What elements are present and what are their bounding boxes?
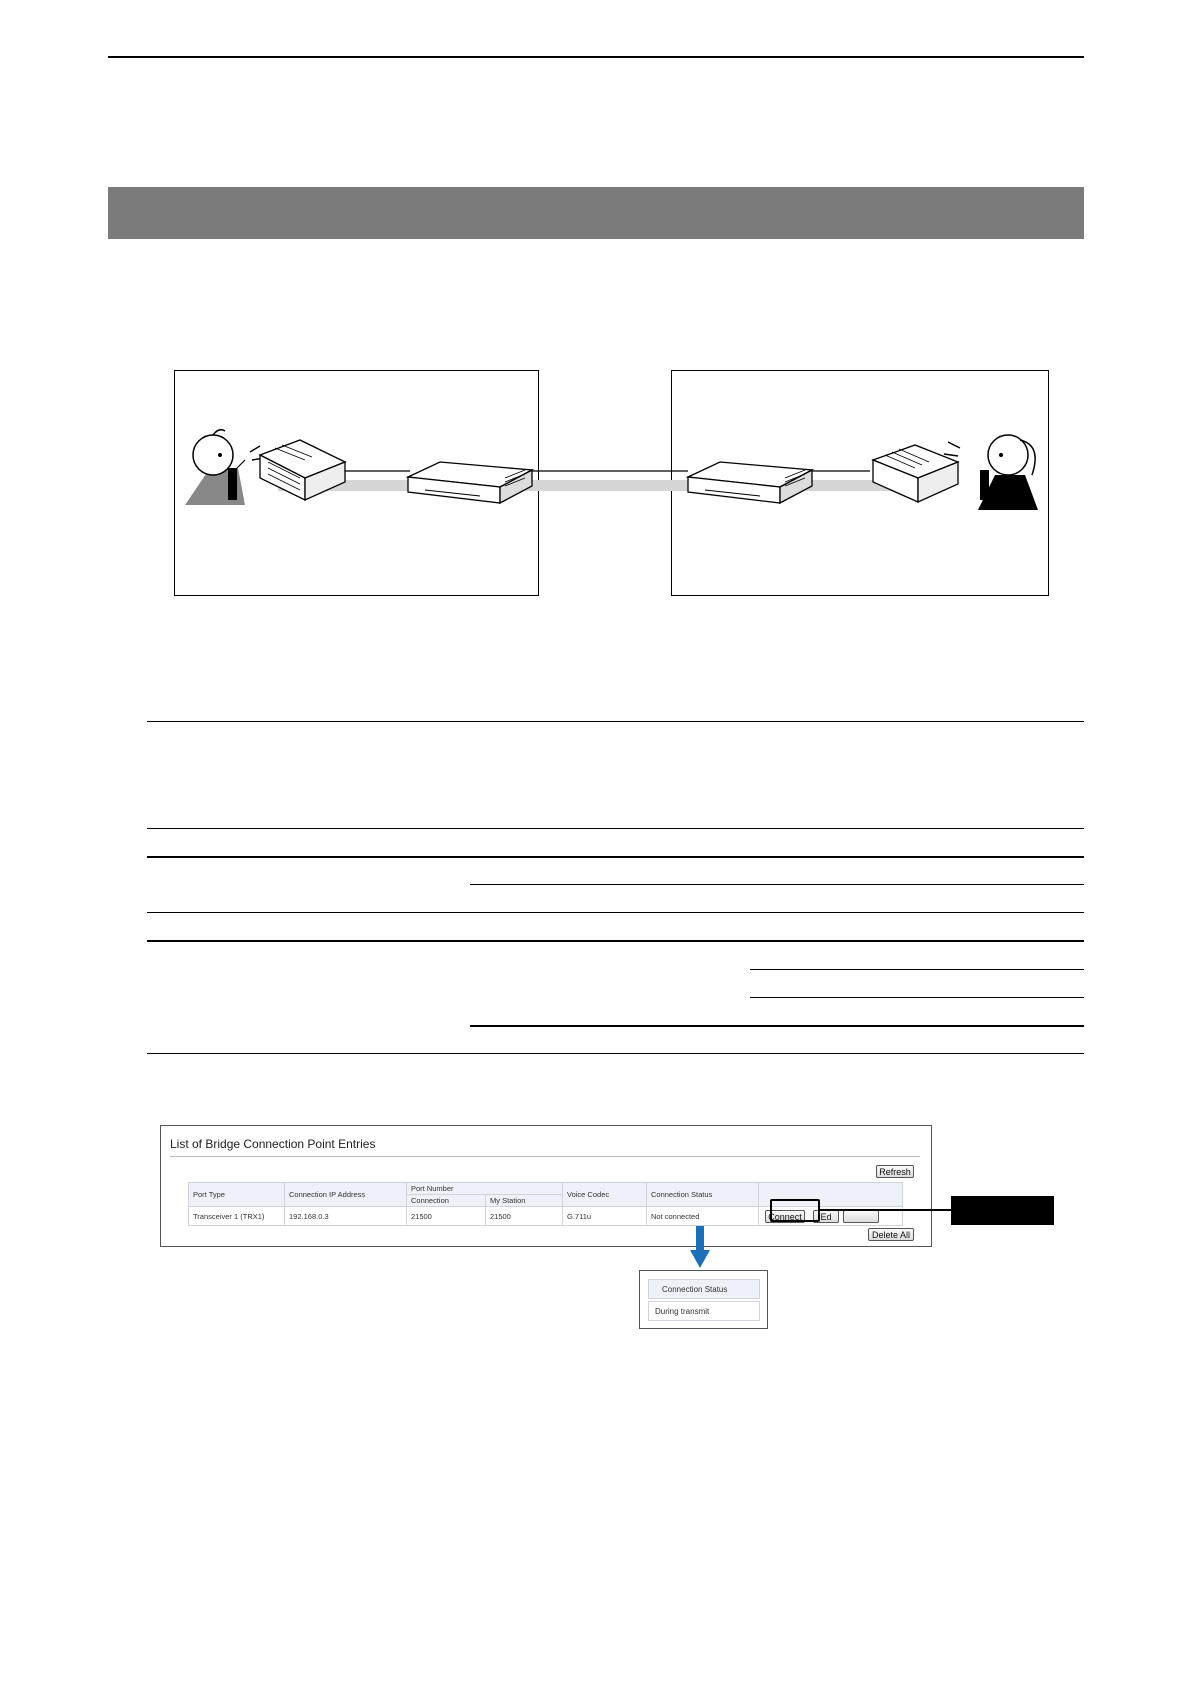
table-rule-2 [147, 856, 1084, 858]
connect-button[interactable]: Connect [765, 1210, 805, 1223]
th-connection: Connection [407, 1195, 486, 1207]
refresh-button[interactable]: Refresh [876, 1165, 914, 1178]
popup-header: Connection Status [648, 1279, 760, 1299]
table-rule-8 [470, 1025, 1084, 1027]
th-ip: Connection IP Address [285, 1183, 407, 1207]
network-diagram [0, 0, 1191, 640]
table-rule-bottom [147, 1053, 1084, 1054]
table-rule-1 [147, 828, 1084, 829]
cell-voice-codec: G.711u [563, 1207, 647, 1226]
table-rule-4 [147, 912, 1084, 913]
delete-button[interactable] [843, 1210, 879, 1223]
callout-line [820, 1209, 951, 1211]
wan-band [520, 480, 700, 491]
status-popup [639, 1270, 768, 1329]
table-rule-6 [750, 969, 1084, 970]
table-rule-7 [750, 997, 1084, 998]
cell-status: Not connected [647, 1207, 759, 1226]
panel-title: List of Bridge Connection Point Entries [170, 1137, 376, 1151]
popup-value: During transmit [648, 1301, 760, 1321]
table-rule-3 [470, 884, 1084, 885]
th-status: Connection Status [647, 1183, 759, 1207]
operator-a-icon [185, 430, 264, 505]
router-b-icon [688, 462, 812, 503]
callout-box [951, 1196, 1054, 1225]
delete-all-button[interactable]: Delete All [868, 1228, 914, 1241]
th-port-number: Port Number [407, 1183, 563, 1195]
th-my-station: My Station [486, 1195, 563, 1207]
table-rule-5 [147, 940, 1084, 942]
cell-my-station: 21500 [486, 1207, 563, 1226]
table-rule-top [147, 721, 1084, 722]
cell-ip: 192.168.0.3 [285, 1207, 407, 1226]
connect-highlight [770, 1199, 820, 1222]
bridge-entries-panel [160, 1125, 932, 1247]
th-voice-codec: Voice Codec [563, 1183, 647, 1207]
panel-title-divider [170, 1156, 920, 1157]
cell-port-type: Transceiver 1 (TRX1) [189, 1207, 285, 1226]
th-port-type: Port Type [189, 1183, 285, 1207]
cell-connection: 21500 [407, 1207, 486, 1226]
down-arrow-icon [690, 1226, 710, 1270]
edit-button[interactable]: Ed [813, 1210, 839, 1223]
router-a-icon [408, 462, 532, 503]
